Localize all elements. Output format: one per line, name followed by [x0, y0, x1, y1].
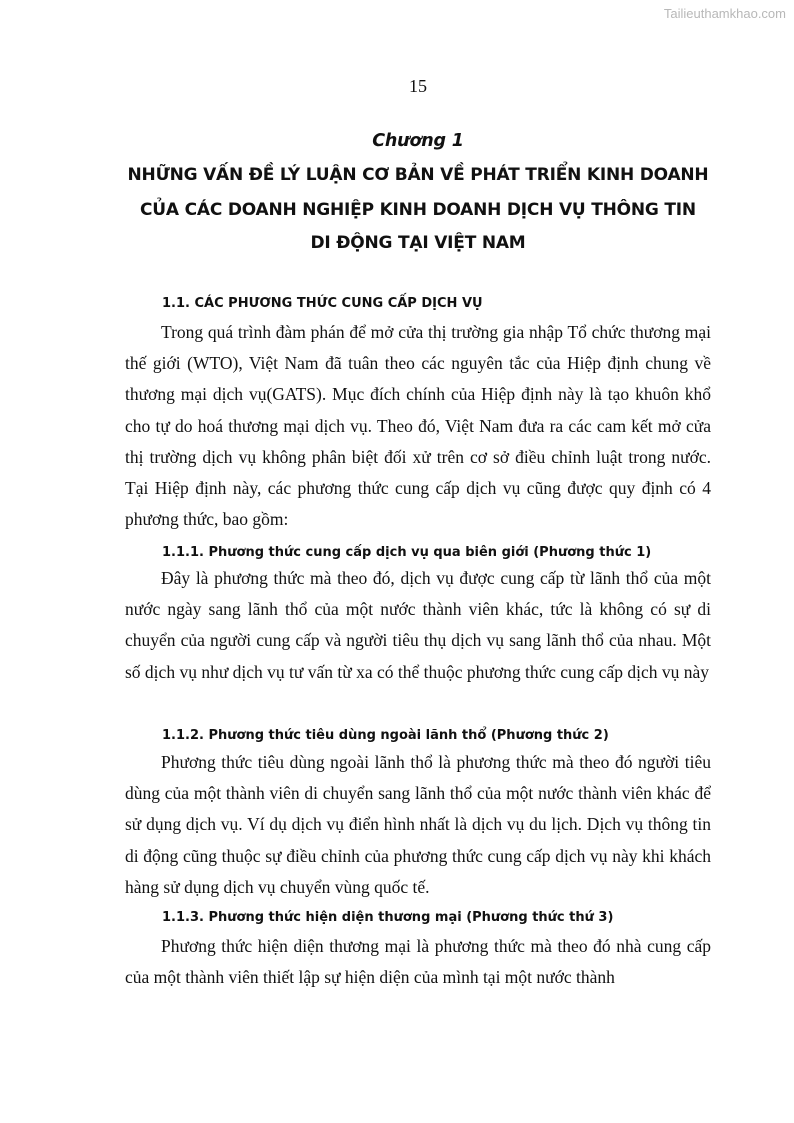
section-heading-1-1-1: 1.1.1. Phương thức cung cấp dịch vụ qua biên giới (Phương thức 1) — [162, 545, 652, 560]
section-heading-1-1: 1.1. CÁC PHƯƠNG THỨC CUNG CẤP DỊCH VỤ — [162, 296, 483, 311]
chapter-heading: Chương 1 — [372, 131, 464, 151]
section-heading-1-1-2: 1.1.2. Phương thức tiêu dùng ngoài lãnh thổ (Phương thức 2) — [162, 728, 609, 743]
paragraph-2: Đây là phương thức mà theo đó, dịch vụ được cung cấp từ lãnh thổ của một nước ngày sang lãnh thổ của một nước thành viên khác, tức là không có sự di chuyển của người cung cấp và người tiêu thụ dịch vụ sang lãnh thổ của nhau. Một số dịch vụ như dịch vụ tư vấn từ xa có thể thuộc phương thức cung cấp dịch vụ này — [125, 568, 711, 682]
paragraph-4: Phương thức hiện diện thương mại là phương thức mà theo đó nhà cung cấp của một thành viên thiết lập sự hiện diện của mình tại một nước thành — [125, 936, 711, 988]
chapter-title-line-3: DI ĐỘNG TẠI VIỆT NAM — [310, 233, 526, 253]
chapter-title-line-1: NHỮNG VẤN ĐỀ LÝ LUẬN CƠ BẢN VỀ PHÁT TRIỂN KINH DOANH — [127, 165, 709, 185]
paragraph-1: Trong quá trình đàm phán để mở cửa thị trường gia nhập Tổ chức thương mại thế giới (WTO), Việt Nam đã tuân theo các nguyên tắc của Hiệp định chung về thương mại dịch vụ(GATS). Mục đích chính của Hiệp định này là tạo khuôn khổ cho tự do hoá thương mại dịch vụ. Theo đó, Việt Nam đưa ra các cam kết mở cửa thị trường dịch vụ không phân biệt đối xử trên cơ sở điều chỉnh luật trong nước. Tại Hiệp định này, các phương thức cung cấp dịch vụ cũng được quy định có 4 phương thức, bao gồm: — [125, 322, 711, 530]
watermark: Tailieuthamkhao.com — [663, 6, 786, 21]
page-number: 15 — [409, 76, 427, 96]
chapter-title-line-2: CỦA CÁC DOANH NGHIỆP KINH DOANH DỊCH VỤ THÔNG TIN — [140, 200, 696, 220]
section-heading-1-1-3: 1.1.3. Phương thức hiện diện thương mại (Phương thức thứ 3) — [162, 910, 614, 925]
paragraph-3: Phương thức tiêu dùng ngoài lãnh thổ là phương thức mà theo đó người tiêu dùng của một thành viên di chuyển sang lãnh thổ của một nước thành viên khác để sử dụng dịch vụ. Ví dụ dịch vụ điển hình nhất là dịch vụ du lịch. Dịch vụ thông tin di động cũng thuộc sự điều chỉnh của phương thức cung cấp dịch vụ này khi khách hàng sử dụng dịch vụ chuyển vùng quốc tế. — [125, 752, 711, 897]
